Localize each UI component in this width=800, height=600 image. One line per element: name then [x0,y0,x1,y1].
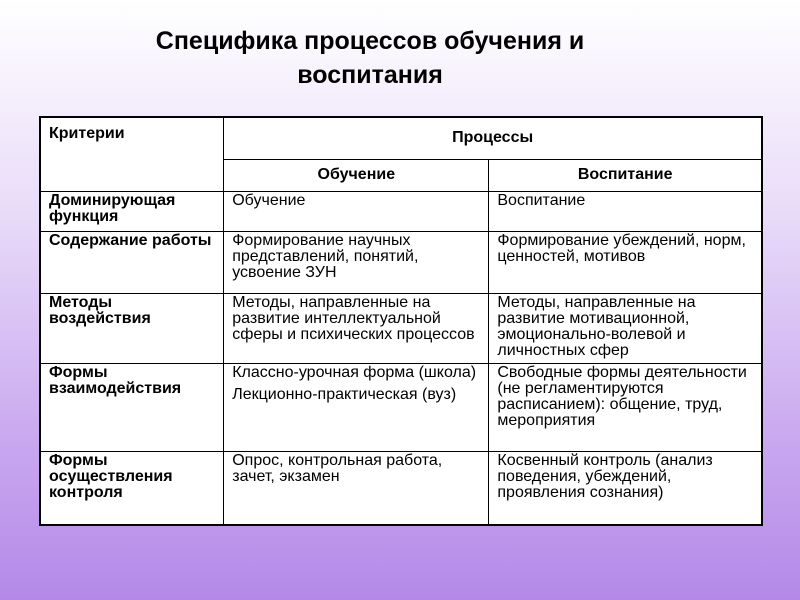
processes-header: Процессы [224,117,762,159]
learning-cell: Обучение [224,191,489,231]
title-line-1: Специфика процессов обучения и [155,27,585,55]
slide-title [60,24,680,92]
criterion-cell: Методы воздействия [40,293,224,363]
table-row [40,451,762,525]
learning-cell: Опрос, контрольная работа, зачет, экзамен [224,451,489,525]
upbringing-cell: Методы, направленные на развитие мотивационной, эмоционально-волевой и личностных сфер [489,293,762,363]
criterion-cell: Формы взаимодействия [40,363,224,451]
criteria-header: Критерии [40,117,224,191]
upbringing-cell: Свободные формы деятельности (не регламентируются расписанием): общение, труд, мероприятия [489,363,762,451]
upbringing-cell: Косвенный контроль (анализ поведения, убеждений, проявления сознания) [489,451,762,525]
criterion-cell: Доминирующая функция [40,191,224,231]
table-row [40,293,762,363]
upbringing-header: Воспитание [489,159,762,191]
criterion-cell: Формы осуществления контроля [40,451,224,525]
table-row [40,363,762,451]
title-line-2: воспитания [297,61,443,89]
upbringing-cell: Формирование убеждений, норм, ценностей, мотивов [489,231,762,293]
table-row [40,231,762,293]
comparison-table [39,116,763,526]
table-row [40,191,762,231]
learning-cell: Методы, направленные на развитие интеллектуальной сферы и психических процессов [224,293,489,363]
upbringing-cell: Воспитание [489,191,762,231]
learning-header: Обучение [224,159,489,191]
learning-cell: Формирование научных представлений, понятий, усвоение ЗУН [224,231,489,293]
learning-cell: Классно-урочная форма (школа) Лекционно-практическая (вуз) [224,363,489,451]
criterion-cell: Содержание работы [40,231,224,293]
